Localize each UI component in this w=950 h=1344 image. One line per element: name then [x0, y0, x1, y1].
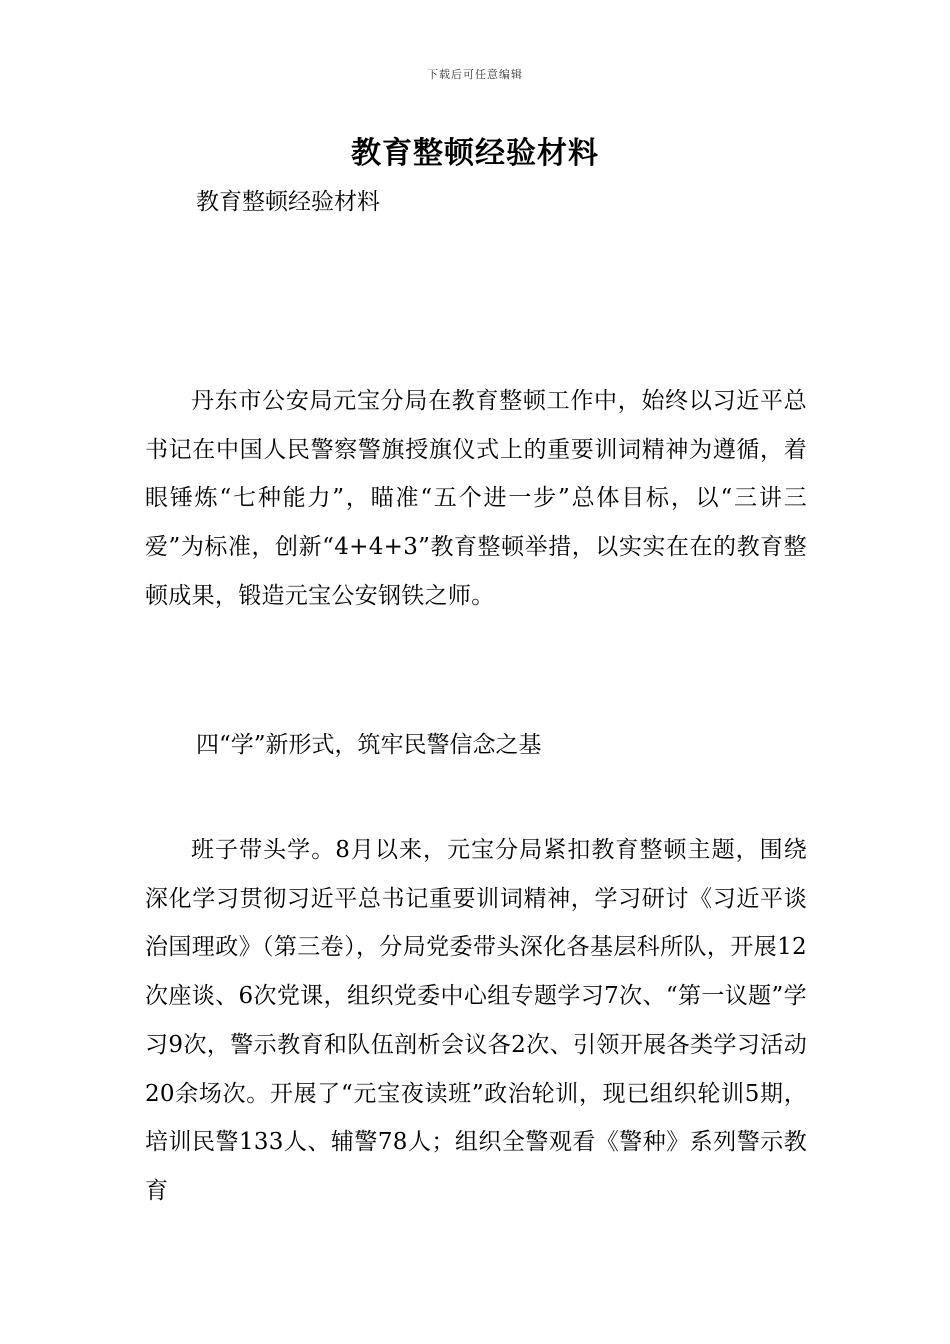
document-subtitle: 教育整顿经验材料: [196, 189, 380, 215]
intro-paragraph: 丹东市公安局元宝分局在教育整顿工作中，始终以习近平总书记在中国人民警察警旗授旗仪式上的重要训词精神为遵循，着眼锤炼“七种能力”，瞄准“五个进一步”总体目标，以“三讲三爱”为标准，创新“4+4+3”教育整顿举措，以实实在在的教育整顿成果，锻造元宝公安钢铁之师。: [145, 388, 807, 609]
document-title: 教育整顿经验材料: [351, 136, 599, 171]
body-paragraph: 班子带头学。8月以来，元宝分局紧扣教育整顿主题，围绕深化学习贯彻习近平总书记重要训词精神，学习研讨《习近平谈治国理政》（第三卷），分局党委带头深化各基层科所队，开展12次座谈、6次党课，组织党委中心组专题学习7次、“第一议题”学习9次，警示教育和队伍剖析会议各2次、引领开展各类学习活动20余场次。开展了“元宝夜读班”政治轮训，现已组织轮训5期，培训民警133人、辅警78人；组织全警观看《警种》系列警示教育: [145, 837, 807, 1204]
section-heading: 四“学”新形式，筑牢民警信念之基: [196, 732, 542, 758]
header-note: 下载后可任意编辑: [427, 68, 523, 81]
